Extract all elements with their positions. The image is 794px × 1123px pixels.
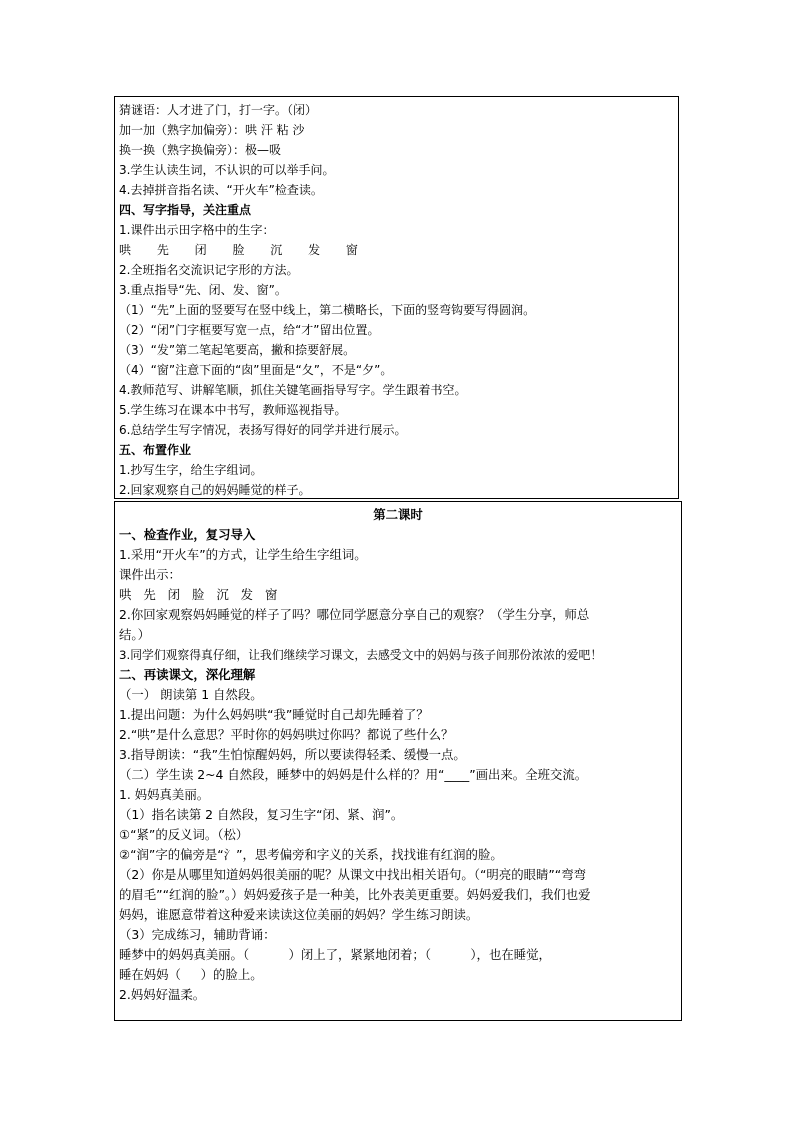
section-heading: 一、检查作业，复习导入 [119, 527, 256, 542]
text-line: 2.全班指名交流识记字形的方法。 [119, 263, 299, 277]
text-line: 1.提出问题：为什么妈妈哄“我”睡觉时自己却先睡着了？ [119, 707, 429, 722]
character-list: 哄 先 闭 脸 沉 发 窗 [119, 587, 278, 602]
text-line: 换一换（熟字换偏旁）：极—吸 [119, 143, 282, 157]
text-line: 2.妈妈好温柔。 [119, 987, 206, 1002]
text-line: ①“紧”的反义词。（松） [119, 827, 249, 842]
text-line: 6.总结学生写字情况，表扬写得好的同学并进行展示。 [119, 423, 407, 437]
text-line: 加一加（熟字加偏旁）：哄 汗 粘 沙 [119, 123, 305, 137]
fill-in-exercise: 睡梦中的妈妈真美丽。（ ）闭上了，紧紧地闭着；（ ），也在睡觉， [119, 947, 551, 962]
text-line: 2.“哄”是什么意思？平时你的妈妈哄过你吗？都说了些什么？ [119, 727, 454, 742]
section-heading: 五、布置作业 [119, 443, 192, 457]
text-line: （4）“窗”注意下面的“囱”里面是“夂”，不是“夕”。 [119, 363, 393, 377]
text-line: 3.指导朗读：“我”生怕惊醒妈妈，所以要读得轻柔、缓慢一点。 [119, 747, 466, 762]
text-line: （一） 朗读第 1 自然段。 [119, 687, 263, 702]
character-list: 哄 先 闭 脸 沉 发 窗 [119, 243, 358, 257]
lesson-plan-part1 [114, 96, 679, 499]
section-heading: 二、再读课文，深化理解 [119, 667, 256, 682]
text-line: 妈妈，谁愿意带着这种爱来读读这位美丽的妈妈？学生练习朗读。 [119, 907, 479, 922]
text-line: 结。） [119, 627, 150, 642]
text-line: 4.去掉拼音指名读、“开火车”检查读。 [119, 183, 323, 197]
lesson-plan-part2 [114, 501, 682, 1021]
text-line: 1.课件出示田字格中的生字： [119, 223, 275, 237]
text-line: 猜谜语：人才进了门，打一字。（闭） [119, 103, 318, 117]
text-line: 1.采用“开火车”的方式，让学生给生字组词。 [119, 547, 367, 562]
text-line: （2）“闭”门字框要写宽一点，给“才”留出位置。 [119, 323, 380, 337]
section-heading: 四、写字指导，关注重点 [119, 203, 252, 217]
text-line: 3.学生认读生词，不认识的可以举手问。 [119, 163, 335, 177]
text-line: （3）“发”第二笔起笔要高，撇和捺要舒展。 [119, 343, 356, 357]
fill-in-exercise: 睡在妈妈（ ）的脸上。 [119, 967, 263, 982]
text-line: 2.回家观察自己的妈妈睡觉的样子。 [119, 483, 311, 497]
text-line: 4.教师范写、讲解笔顺，抓住关键笔画指导写字。学生跟着书空。 [119, 383, 467, 397]
text-line: 1. 妈妈真美丽。 [119, 787, 210, 802]
text-line: 5.学生练习在课本中书写，教师巡视指导。 [119, 403, 347, 417]
text-line: ②“润”字的偏旁是“氵”，思考偏旁和字义的关系，找找谁有红润的脸。 [119, 847, 503, 862]
text-line: 的眉毛”“红润的脸”。）妈妈爱孩子是一种美，比外表美更重要。妈妈爱我们，我们也爱 [119, 887, 591, 902]
text-line: 2.你回家观察妈妈睡觉的样子了吗？哪位同学愿意分享自己的观察？（学生分享，师总 [119, 607, 590, 622]
text-line: （3）完成练习，辅助背诵： [119, 927, 276, 942]
text-line: （1）指名读第 2 自然段，复习生字“闭、紧、润”。 [119, 807, 404, 822]
text-line: 课件出示： [119, 567, 181, 582]
text-line: 1.抄写生字，给生字组词。 [119, 463, 263, 477]
text-line: （2）你是从哪里知道妈妈很美丽的呢？从课文中找出相关语句。（“明亮的眼睛”“弯弯 [119, 867, 587, 882]
text-line: （二）学生读 2~4 自然段，睡梦中的妈妈是什么样的？用“____”画出来。全班交流。 [119, 767, 588, 782]
lesson-title: 第二课时 [373, 507, 423, 522]
text-line: 3.同学们观察得真仔细，让我们继续学习课文，去感受文中的妈妈与孩子间那份浓浓的爱吧！ [119, 648, 603, 662]
text-line: （1）“先”上面的竖要写在竖中线上，第二横略长，下面的竖弯钩要写得圆润。 [119, 303, 536, 317]
text-line: 3.重点指导“先、闭、发、窗”。 [119, 283, 287, 297]
